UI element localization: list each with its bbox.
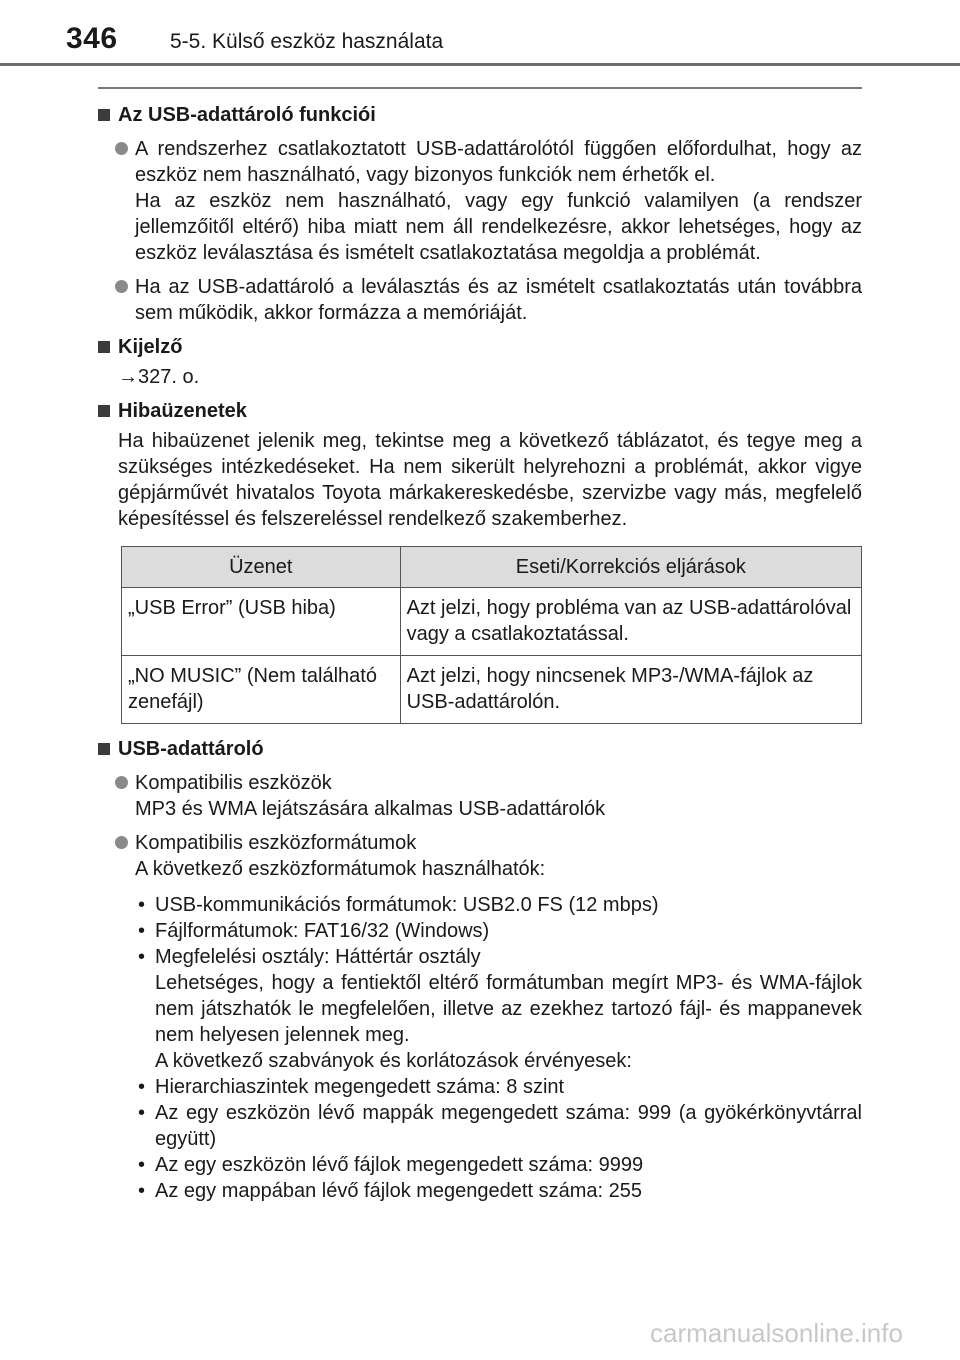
heading-text: Kijelző: [118, 336, 183, 358]
page-reference[interactable]: [98, 364, 862, 390]
table-header-row: [122, 547, 862, 588]
error-message-table: [121, 546, 862, 724]
bullet-text: A rendszerhez csatlakoztatott USB-adattárolótól függően előfordulhat, hogy az eszköz nem használható, vagy bizonyos funkciók nem érhetők el.: [135, 138, 862, 186]
bullet-item: [98, 770, 862, 822]
bullet-title: Kompatibilis eszközök: [135, 772, 332, 794]
table-cell-action: Azt jelzi, hogy probléma van az USB-adattárolóval vagy a csatlakoztatással.: [400, 588, 861, 656]
round-bullet-icon: [115, 776, 128, 789]
page-header: [0, 0, 960, 70]
heading-display: [98, 334, 862, 360]
table-cell-message: „NO MUSIC” (Nem található zenefájl): [122, 656, 401, 724]
table-row: [122, 656, 862, 724]
dot-bullet-icon: •: [138, 946, 146, 968]
bullet-item: [98, 830, 862, 882]
list-item-note: A következő szabványok és korlátozások érvényesek:: [155, 1050, 632, 1072]
round-bullet-icon: [115, 142, 128, 155]
bullet-item: [98, 136, 862, 266]
heading-error-messages: [98, 398, 862, 424]
round-bullet-icon: [115, 280, 128, 293]
heading-text: USB-adattároló: [118, 738, 264, 760]
list-item: [135, 1178, 862, 1204]
list-item-text: Hierarchiaszintek megengedett száma: 8 szint: [155, 1076, 565, 1098]
list-item: [135, 1074, 862, 1100]
table-cell-message: „USB Error” (USB hiba): [122, 588, 401, 656]
heading-usb-storage: [98, 736, 862, 762]
bullet-text-continued: Ha az eszköz nem használható, vagy egy funkció valamilyen (a rendszer jellemzőitől eltérő) hiba miatt nem áll rendelkezésre, akkor lehetséges, hogy az eszköz leválasztása és ismételt csatlakoztatása megoldja a problémát.: [135, 190, 862, 264]
bullet-text: Ha az USB-adattároló a leválasztás és az ismételt csatlakoztatás után továbbra sem működik, akkor formázza a memóriáját.: [135, 276, 862, 324]
content-top-divider: [98, 87, 862, 89]
list-item: [135, 918, 862, 944]
list-item: [135, 1100, 862, 1152]
error-messages-text: Ha hibaüzenet jelenik meg, tekintse meg a következő táblázatot, és tegye meg a szükséges intézkedéseket. Ha nem sikerült helyrehozni a problémát, akkor vigye gépjárművét hivatalos Toyota márkakereskedésbe, szervizbe vagy más, megfelelő képesítéssel és felszereléssel rendelkező szakemberhez.: [118, 430, 862, 530]
arrow-right-icon: →: [118, 366, 138, 388]
heading-text: Hibaüzenetek: [118, 400, 247, 422]
page-reference-text: 327. o.: [138, 366, 200, 388]
heading-text: Az USB-adattároló funkciói: [118, 104, 376, 126]
dot-bullet-icon: •: [138, 1180, 146, 1202]
table-header-message: Üzenet: [122, 547, 401, 588]
list-item-text: Az egy eszközön lévő mappák megengedett száma: 999 (a gyökérkönyvtárral együtt): [155, 1102, 862, 1150]
dot-bullet-icon: •: [138, 894, 146, 916]
dot-bullet-icon: •: [138, 920, 146, 942]
square-bullet-icon: [98, 405, 110, 417]
bullet-text: A következő eszközformátumok használhatók:: [135, 858, 546, 880]
table-header-action: Eseti/Korrekciós eljárások: [400, 547, 861, 588]
table-row: [122, 588, 862, 656]
heading-usb-functions: [98, 102, 862, 128]
bullet-title: Kompatibilis eszközformátumok: [135, 832, 417, 854]
list-item-text: Az egy mappában lévő fájlok megengedett száma: 255: [155, 1180, 642, 1202]
list-item-note: Lehetséges, hogy a fentiektől eltérő formátumban megírt MP3- és WMA-fájlok nem játszhatók le megfelelően, illetve az ezekhez tartozó fájl- és mappanevek nem helyesen jelennek meg.: [155, 972, 862, 1046]
bullet-item: [98, 274, 862, 326]
dot-bullet-icon: •: [138, 1154, 146, 1176]
square-bullet-icon: [98, 109, 110, 121]
square-bullet-icon: [98, 743, 110, 755]
list-item: [135, 1152, 862, 1178]
table-cell-action: Azt jelzi, hogy nincsenek MP3-/WMA-fájlok az USB-adattárolón.: [400, 656, 861, 724]
list-item: [135, 944, 862, 1074]
dot-bullet-icon: •: [138, 1102, 146, 1124]
list-item-text: Az egy eszközön lévő fájlok megengedett száma: 9999: [155, 1154, 644, 1176]
format-list: [98, 892, 862, 1204]
section-title: 5-5. Külső eszköz használata: [170, 30, 444, 53]
list-item-text: Fájlformátumok: FAT16/32 (Windows): [155, 920, 490, 942]
round-bullet-icon: [115, 836, 128, 849]
page-content: [98, 94, 862, 1204]
header-divider: [0, 63, 960, 66]
watermark: carmanualsonline.info: [650, 1318, 903, 1348]
bullet-text: MP3 és WMA lejátszására alkalmas USB-adattárolók: [135, 798, 606, 820]
square-bullet-icon: [98, 341, 110, 353]
dot-bullet-icon: •: [138, 1076, 146, 1098]
list-item-text: Megfelelési osztály: Háttértár osztály: [155, 946, 481, 968]
list-item-text: USB-kommunikációs formátumok: USB2.0 FS (12 mbps): [155, 894, 659, 916]
page-number: 346: [66, 22, 118, 55]
list-item: [135, 892, 862, 918]
